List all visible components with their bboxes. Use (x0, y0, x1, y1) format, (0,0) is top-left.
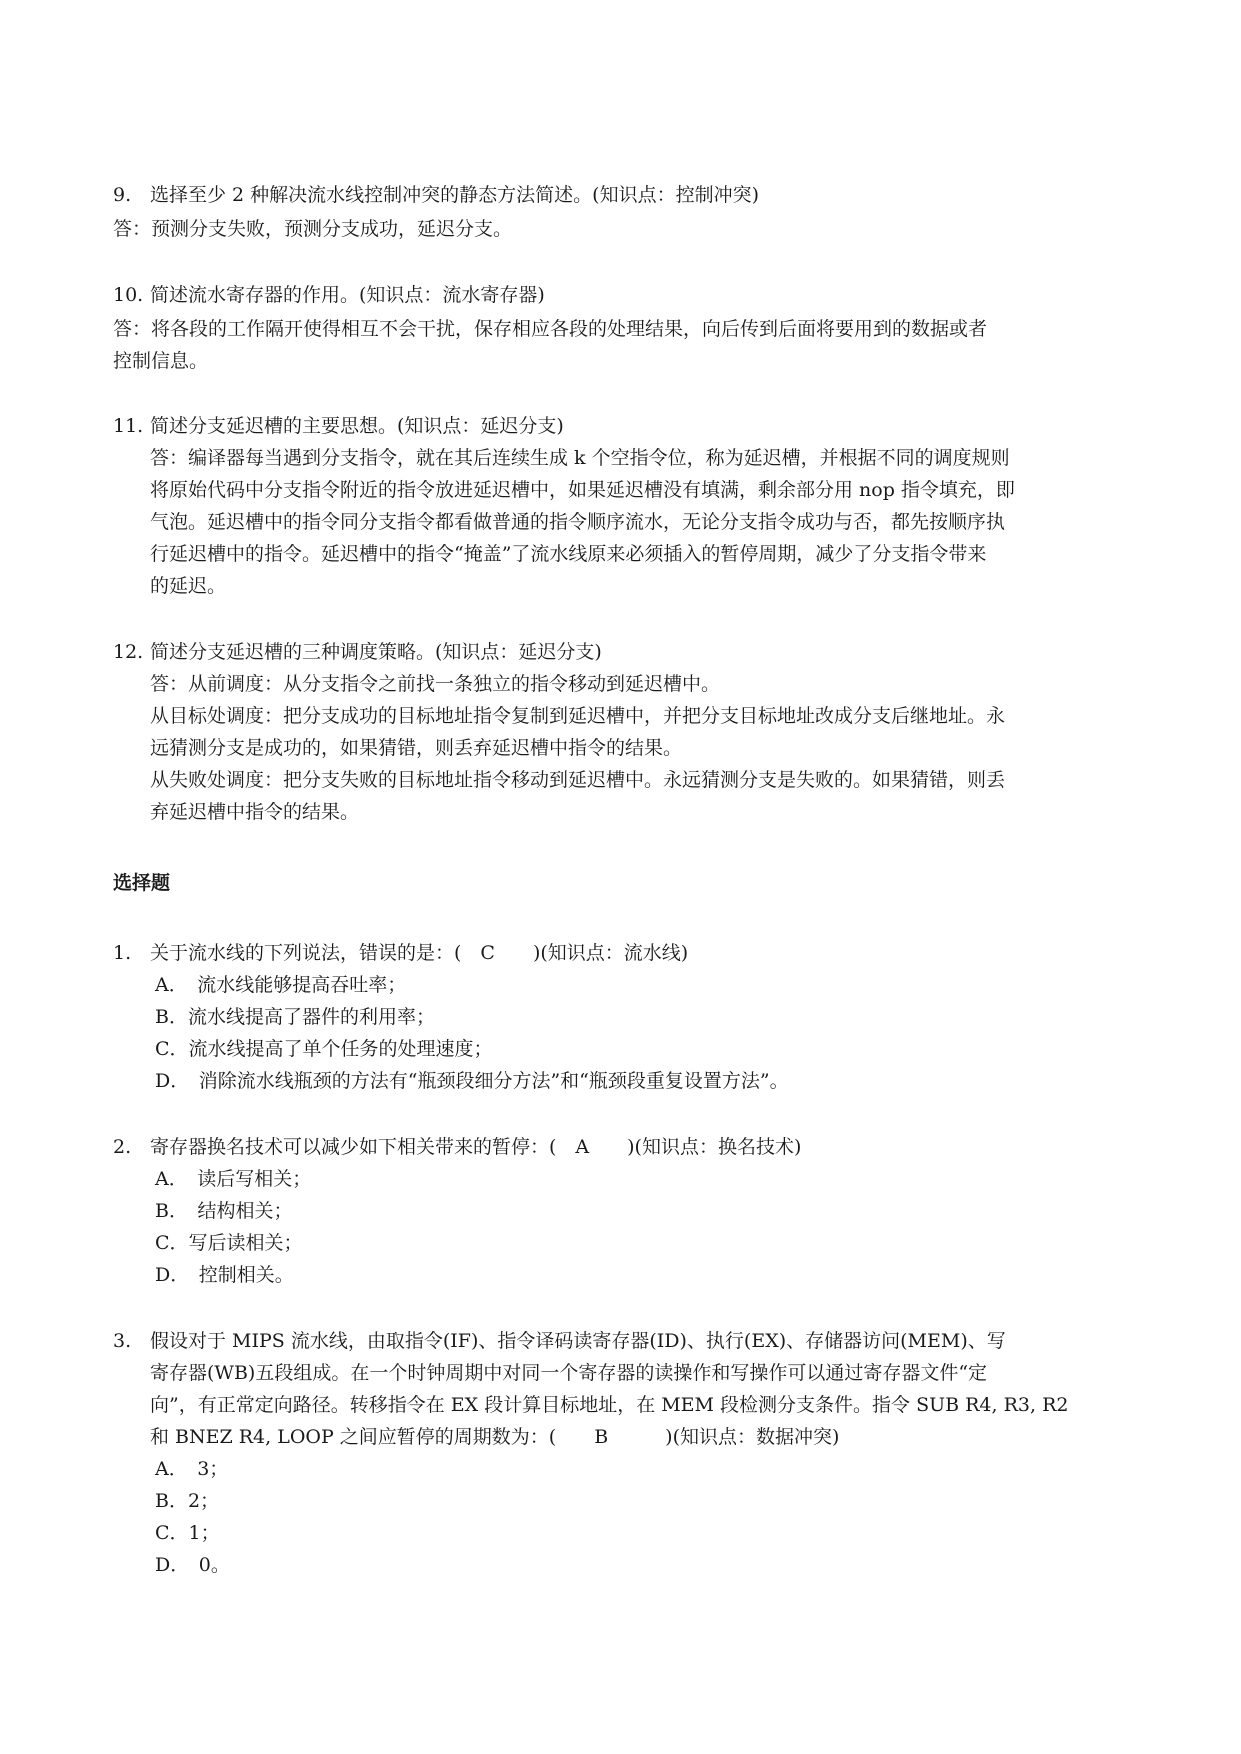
q10-number: 10. (113, 284, 144, 306)
q11-answer-line: 答：编译器每当遇到分支指令，就在其后连续生成 k 个空指令位，称为延迟槽，并根据不同的调度规则 (150, 447, 1010, 469)
q11-answer-line: 的延迟。 (150, 575, 227, 597)
mc3-option: C．1； (155, 1522, 220, 1544)
q11-number: 11. (113, 415, 144, 437)
mc3-number: 3. (113, 1330, 132, 1352)
mc3-question-line: 和 BNEZ R4, LOOP 之间应暂停的周期数为：( B )(知识点：数据冲突) (150, 1426, 840, 1448)
mc3-option: B．2； (155, 1490, 220, 1512)
mc2-option: A． 读后写相关； (155, 1168, 312, 1190)
q12-answer-line: 从目标处调度：把分支成功的目标地址指令复制到延迟槽中，并把分支目标地址改成分支后继地址。永 (150, 705, 1006, 727)
mc3-option: D． 0。 (155, 1554, 230, 1576)
mc1-number: 1. (113, 942, 132, 964)
mc3-option: A． 3； (155, 1458, 229, 1480)
mc3-question-line: 向”，有正常定向路径。转移指令在 EX 段计算目标地址，在 MEM 段检测分支条件。指令 SUB R4, R3, R2 (150, 1394, 1069, 1416)
mc2-question: 寄存器换名技术可以减少如下相关带来的暂停：( A )(知识点：换名技术) (150, 1136, 802, 1158)
mc2-option: C．写后读相关； (155, 1232, 303, 1254)
q11-answer-line: 气泡。延迟槽中的指令同分支指令都看做普通的指令顺序流水，无论分支指令成功与否，都先按顺序执 (150, 511, 1006, 533)
q11-answer-line: 将原始代码中分支指令附近的指令放进延迟槽中，如果延迟槽没有填满，剩余部分用 nop 指令填充，即 (150, 479, 1015, 501)
q12-answer-line: 弃延迟槽中指令的结果。 (150, 801, 360, 823)
mc1-option: D． 消除流水线瓶颈的方法有“瓶颈段细分方法”和“瓶颈段重复设置方法”。 (155, 1070, 789, 1092)
q12-question: 简述分支延迟槽的三种调度策略。(知识点：延迟分支) (150, 641, 602, 663)
mc2-option: B． 结构相关； (155, 1200, 293, 1222)
mc2-number: 2. (113, 1136, 132, 1158)
mc1-option: C．流水线提高了单个任务的处理速度； (155, 1038, 493, 1060)
q12-number: 12. (113, 641, 144, 663)
mc1-option: B．流水线提高了器件的利用率； (155, 1006, 435, 1028)
mc1-question: 关于流水线的下列说法，错误的是：( C )(知识点：流水线) (150, 942, 689, 964)
q11-question: 简述分支延迟槽的主要思想。(知识点：延迟分支) (150, 415, 564, 437)
section-title: 选择题 (113, 872, 171, 894)
mc2-option: D． 控制相关。 (155, 1264, 294, 1286)
q12-answer-line: 答：从前调度：从分支指令之前找一条独立的指令移动到延迟槽中。 (150, 673, 721, 695)
q10-answer-line: 控制信息。 (113, 350, 209, 372)
q10-answer-line: 答：将各段的工作隔开使得相互不会干扰，保存相应各段的处理结果，向后传到后面将要用到的数据或者 (113, 318, 988, 340)
mc1-option: A． 流水线能够提高吞吐率； (155, 974, 407, 996)
mc3-question-line: 寄存器(WB)五段组成。在一个时钟周期中对同一个寄存器的读操作和写操作可以通过寄存器文件“定 (150, 1362, 988, 1384)
q10-question: 简述流水寄存器的作用。(知识点：流水寄存器) (150, 284, 545, 306)
q11-answer-line: 行延迟槽中的指令。延迟槽中的指令“掩盖”了流水线原来必须插入的暂停周期，减少了分支指令带来 (150, 543, 987, 565)
q12-answer-line: 远猜测分支是成功的，如果猜错，则丢弃延迟槽中指令的结果。 (150, 737, 683, 759)
mc3-question-line: 假设对于 MIPS 流水线，由取指令(IF)、指令译码读寄存器(ID)、执行(EX)、存储器访问(MEM)、写 (150, 1330, 1006, 1352)
q9-number: 9. (113, 184, 132, 206)
q9-question: 选择至少 2 种解决流水线控制冲突的静态方法简述。(知识点：控制冲突) (150, 184, 759, 206)
q9-answer: 答：预测分支失败，预测分支成功，延迟分支。 (113, 218, 513, 240)
q12-answer-line: 从失败处调度：把分支失败的目标地址指令移动到延迟槽中。永远猜测分支是失败的。如果猜错，则丢 (150, 769, 1006, 791)
